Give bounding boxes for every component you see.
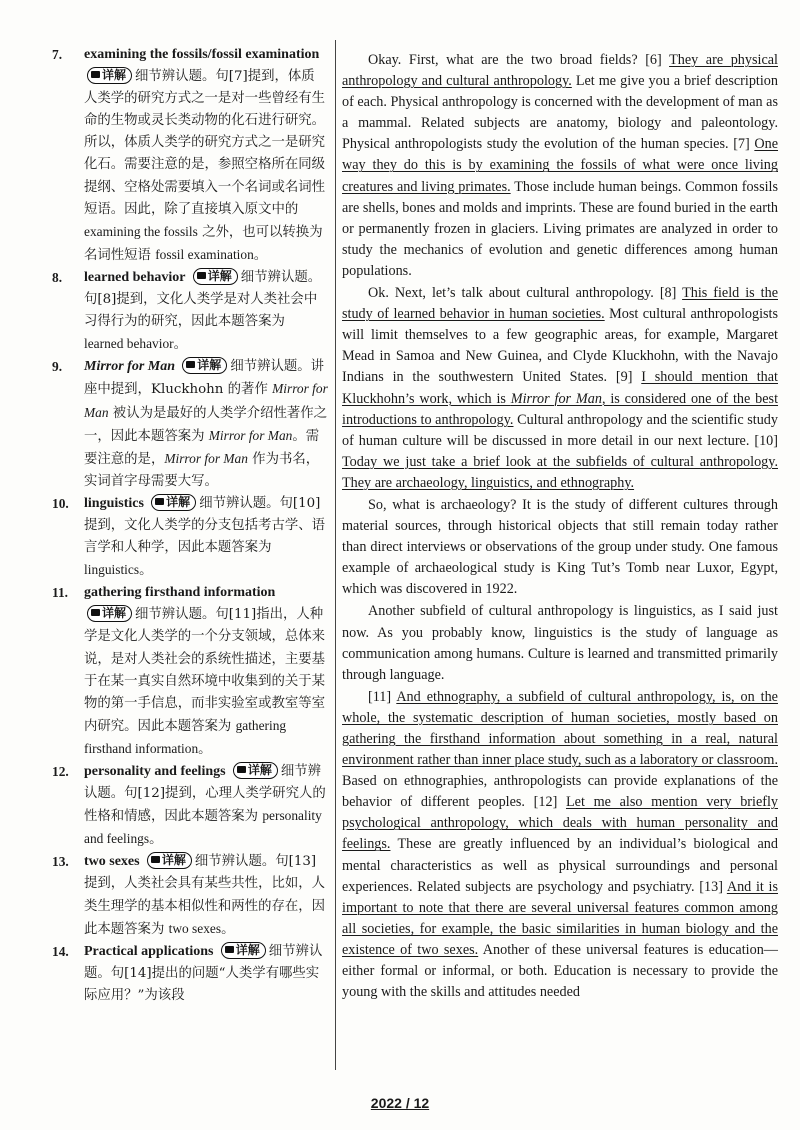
answer-text: learned behavior	[84, 269, 186, 285]
answer-item-9: 9. Mirror for Man 详解 细节辨认题。讲座中提到，Kluckhohn 的著作 Mirror for Man 被认为是最好的人类学介绍性著作之一，因此本题答案为 Mirror for Man。需要注意的是，Mirror for Man 作为书名，实词首字母需要大写。	[52, 358, 328, 489]
explanation-text: 细节辨认题。句[14]提出的问题“人类学有哪些实际应用？”为该段	[84, 943, 323, 1003]
key-sentence-12: Let me also mention very briefly psychological anthropology, which deals with human personality and feelings.	[342, 794, 779, 853]
key-sentence-7: One way they do this is by examining the fossils of what were once living creatures and living primates.	[342, 136, 779, 195]
sentence-marker-9: [9]	[615, 369, 633, 386]
answer-text: linguistics	[84, 495, 144, 511]
explanation-text: 细节辨认题。句[12]提到，心理人类学研究人的性格和情感，因此本题答案为	[84, 764, 326, 825]
answer-item-8: 8. learned behavior 详解 细节辨认题。句[8]提到，文化人类学是对人类社会中习得行为的研究，因此本题答案为 learned behavior。	[52, 268, 322, 353]
item-number: 7.	[52, 47, 63, 62]
explanation-text: 细节辨认题。讲座中提到，Kluckhohn 的著作	[84, 359, 325, 398]
item-number: 14.	[52, 943, 69, 959]
detail-badge[interactable]: 详解	[87, 67, 132, 84]
sentence-marker-6: [6]	[645, 52, 662, 68]
answer-explanations-column	[52, 44, 328, 1007]
key-sentence-6: They are physical anthropology and cultural anthropology.	[342, 52, 778, 90]
detail-badge[interactable]: 详解	[221, 942, 266, 959]
answer-text: gathering firsthand information	[84, 585, 276, 601]
answer-text: Practical applications	[84, 943, 214, 959]
explanation-text: 细节辨认题。句[11]指出，人种学是文化人类学的一个分支领域，总体来说，是对人类社会的系统性描述，主要基于在某一真实自然环境中收集到的关于某物的第一手信息，而非实验室或教室等室内研究。因此本题答案为	[84, 607, 326, 734]
transcript-paragraph-2: Ok. Next, let’s talk about cultural anthropology. [8] This field is the study of learned behavior in human societies. Most cultural anthropologists will limit themselves to a few geographic areas, for example, Margaret Mead in Samoa and New Guinea, and Clyde Kluckhohn, with the Navajo Indians in the southwestern United States. [9] I should mention that Kluckhohn’s work, which is Mirror for Man, is considered one of the best introductions to anthropology. Cultural anthropology and the scientific study of human culture will be discussed in more detail in our next lecture. [10] Today we just take a brief look at the subfields of cultural anthropology. They are archaeology, linguistics, and ethnography.	[342, 285, 779, 491]
key-sentence-13: And it is important to note that there are several universal features common among all societies, for example, the basic similarities in human biology and the existence of two sexes.	[342, 878, 778, 958]
answer-item-13: 13. two sexes 详解 细节辨认题。句[13]提到，人类社会具有某些共性，比如，人类生理学的基本相似性和两性的存在，因此本题答案为 two sexes。	[52, 853, 326, 937]
book-icon	[91, 609, 100, 616]
item-number: 9.	[52, 359, 63, 375]
book-icon	[197, 272, 206, 279]
transcript-paragraph-4: Another subfield of cultural anthropology is linguistics, as I said just now. As you probably know, linguistics is the study of language as communication among humans. Culture is learned and transmitted primarily through language.	[342, 603, 778, 683]
transcript-paragraph-5: [11] And ethnography, a subfield of cultural anthropology, is, on the whole, the systematic description of human societies, mostly based on gathering the firsthand information about something in a real, natural environment rather than inner place study, such as a laboratory or classroom. Based on ethnographies, anthropologists can provide explanations of the behavior of different peoples. [12] Let me also mention very briefly psychological anthropology, which deals with human personality and feelings. These are greatly influenced by an individual’s biological and mental characteristics as well as physical surroundings and personal experiences. Related subjects are psychology and psychiatry. [13] And it is important to note that there are several universal features common among all societies, for example, the basic similarities in human biology and the existence of two sexes. Another of these universal features is education—either formal or informal, or both. Education is necessary to provide the young with the skills and attitudes needed	[342, 688, 779, 1001]
answer-text: examining the fossils/fossil examination	[84, 47, 320, 62]
answer-item-12: 12. personality and feelings 详解 细节辨认题。句[12]提到，心理人类学研究人的性格和情感，因此本题答案为 personality and feelings。	[52, 763, 326, 848]
sentence-marker-10: [10]	[754, 432, 778, 449]
sentence-marker-8: [8]	[659, 285, 677, 302]
column-divider	[335, 40, 336, 1070]
answer-item-7: 7. examining the fossils/fossil examination 详解 细节辨认题。句[7]提到，体质人类学的研究方式之一是对一些曾经有生命的生物或灵长类动物的化石进行研究。所以，体质人类学的研究方式之一是研究化石。需要注意的是，参照空格所在同级提纲、空格处需要填入一个名词或名词性短语。因此，除了直接填入原文中的 examining the fossils 之外，也可以转换为名词性短语 fossil examination。	[52, 44, 328, 267]
answer-item-11: 11. gathering firsthand information 详解 细节辨认题。句[11]指出，人种学是文化人类学的一个分支领域，总体来说，是对人类社会的系统性描述，主要基于在某一真实自然环境中收集到的关于某物的第一手信息，而非实验室或教室等室内研究。因此本题答案为 gathering firsthand information。	[52, 582, 328, 761]
book-icon	[155, 498, 164, 505]
detail-badge[interactable]: 详解	[193, 268, 238, 285]
sentence-marker-11: [11]	[368, 688, 392, 705]
book-icon	[91, 71, 100, 78]
item-number: 12.	[52, 764, 69, 779]
book-icon	[225, 946, 234, 953]
sentence-marker-12: [12]	[533, 794, 558, 811]
transcript-paragraph-1: Okay. First, what are the two broad fields? [6] They are physical anthropology and cultural anthropology. Let me give you a brief description of each. Physical anthropology is concerned with the development of man as a mammal. Related subjects are anatomy, biology and paleontology. Physical anthropologists study the evolution of the human species. [7] One way they do this is by examining the fossils of what were once living creatures and living primates. Those include human beings. Common fossils are shells, bones and molds and imprints. These are found buried in the earth or permanently frozen in glaciers. Living primates are analyzed in order to study the mechanics of evolution and genetic differences among human populations.	[342, 52, 779, 279]
explanation-text: 细节辨认题。句[13]提到，人类社会具有某些共性，比如，人类生理学的基本相似性和两性的存在，因此本题答案为	[84, 854, 326, 937]
key-sentence-9: I should mention that Kluckhohn’s work, which is Mirror for Man, is considered one of the best introductions to anthropology.	[342, 369, 779, 428]
item-number: 13.	[52, 854, 69, 870]
transcript-column	[342, 50, 778, 1004]
transcript-paragraph-3: So, what is archaeology? It is the study of different cultures through material sources, through historical objects that still remain today rather than direct interviews or observations of the group under study. One famous example of archaeological study is King Tut’s Tomb near Luxor, Egypt, which was discovered in 1922.	[342, 496, 778, 598]
key-sentence-10: Today we just take a brief look at the subfields of cultural anthropology. They are archaeology, linguistics, and ethnography.	[342, 453, 778, 491]
page-number: 2022 / 12	[370, 1095, 430, 1111]
detail-badge[interactable]: 详解	[182, 357, 227, 374]
explanation-text: 细节辨认题。句[7]提到，体质人类学的研究方式之一是对一些曾经有生命的生物或灵长类动物的化石进行研究。所以，体质人类学的研究方式之一是研究化石。需要注意的是，参照空格所在同级提纲、空格处需要填入一个名词或名词性短语。因此，除了直接填入原文中的	[84, 69, 326, 217]
key-sentence-8: This field is the study of learned behavior in human societies.	[342, 285, 778, 323]
answer-text: two sexes	[84, 854, 140, 870]
detail-badge[interactable]: 详解	[147, 852, 192, 869]
book-icon	[237, 766, 246, 773]
sentence-marker-13: [13]	[699, 878, 723, 895]
explanation-text: 细节辨认题。句[10]提到，文化人类学的分支包括考古学、语言学和人种学，因此本题答案为	[84, 495, 326, 556]
book-icon	[186, 361, 195, 368]
answer-item-10: 10. linguistics 详解 细节辨认题。句[10]提到，文化人类学的分支包括考古学、语言学和人种学，因此本题答案为 linguistics。	[52, 494, 326, 579]
answer-text: personality and feelings	[84, 764, 226, 779]
book-icon	[151, 856, 160, 863]
item-number: 11.	[52, 585, 68, 601]
answer-item-14	[52, 941, 328, 1007]
item-number: 8.	[52, 269, 63, 285]
detail-badge[interactable]: 详解	[87, 605, 132, 622]
key-sentence-11: And ethnography, a subfield of cultural anthropology, is, on the whole, the systematic description of human societies, mostly based on gathering the firsthand information about something in a real, natural environment rather than inner place study, such as a laboratory or classroom.	[342, 688, 778, 769]
answer-text: Mirror for Man	[84, 359, 176, 375]
explanation-text: 细节辨认题。句[8]提到，文化人类学是对人类社会中习得行为的研究，因此本题答案为	[84, 269, 322, 330]
detail-badge[interactable]: 详解	[151, 494, 196, 511]
sentence-marker-7: [7]	[733, 136, 750, 153]
detail-badge[interactable]: 详解	[233, 762, 278, 779]
item-number: 10.	[52, 495, 69, 511]
